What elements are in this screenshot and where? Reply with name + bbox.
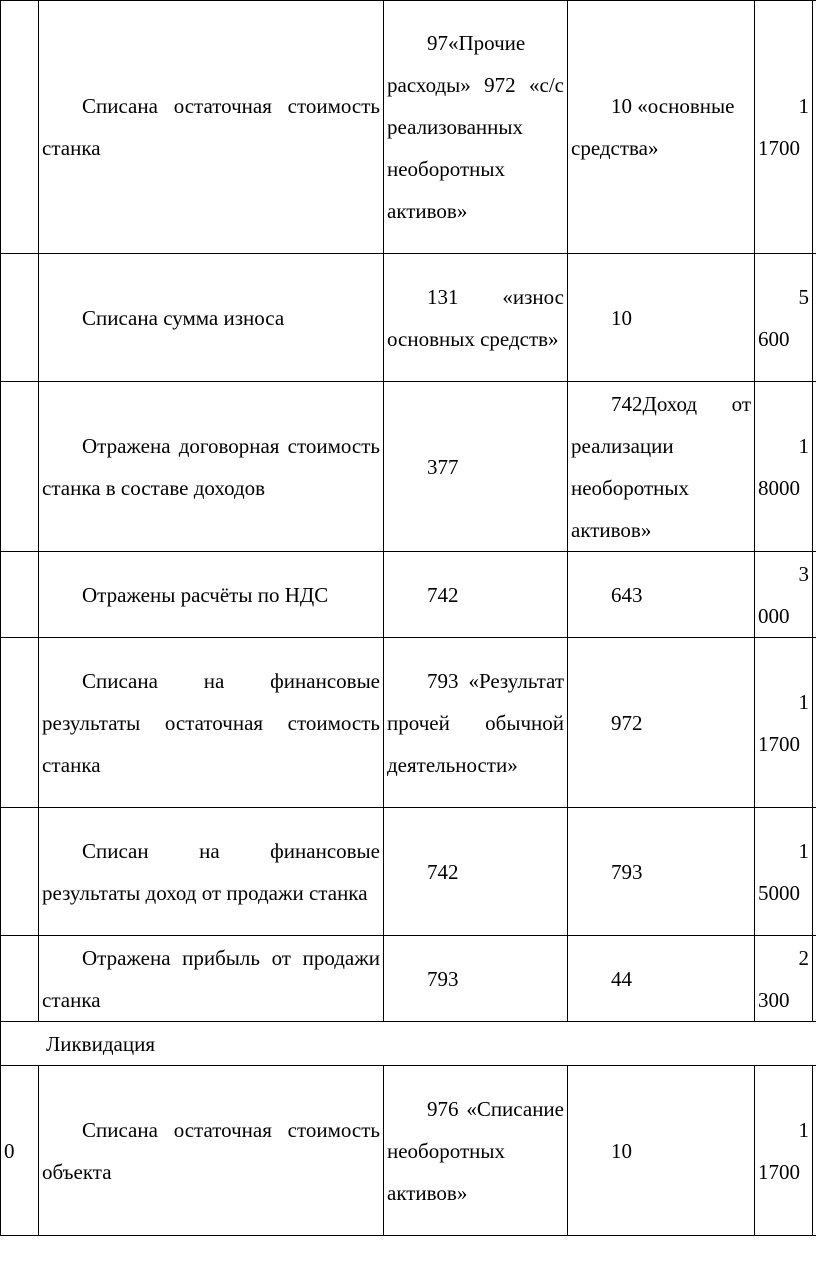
row-number	[1, 254, 39, 382]
operation-description: Списан на финансовые результаты доход от продажи станка	[39, 808, 384, 936]
amount-top: 3	[798, 561, 809, 586]
blank-cell	[813, 1, 816, 254]
amount-top: 1	[798, 838, 809, 863]
table-row	[1, 808, 816, 936]
blank-cell	[813, 254, 816, 382]
amount-bottom: 000	[758, 603, 790, 628]
blank-cell	[813, 808, 816, 936]
amount-bottom: 8000	[758, 475, 800, 500]
row-number	[1, 552, 39, 638]
credit-account: 10	[568, 1066, 755, 1236]
amount-top: 5	[798, 284, 809, 309]
debit-account: 377	[384, 382, 568, 552]
operation-description: Списана остаточная стоимость объекта	[39, 1066, 384, 1236]
blank-cell	[813, 936, 816, 1022]
credit-account: 643	[568, 552, 755, 638]
row-number	[1, 1, 39, 254]
credit-account: 793	[568, 808, 755, 936]
operation-description: Отражены расчёты по НДС	[39, 552, 384, 638]
amount	[755, 936, 813, 1022]
table-row	[1, 382, 816, 552]
credit-account: 972	[568, 638, 755, 808]
operation-description: Списана остаточная стоимость станка	[39, 1, 384, 254]
amount-top: 1	[798, 1117, 809, 1142]
row-number	[1, 638, 39, 808]
debit-account: 131 «износ основных средств»	[384, 254, 568, 382]
amount-top: 2	[798, 945, 809, 970]
blank-cell	[813, 382, 816, 552]
table-row	[1, 1066, 816, 1236]
amount-top: 1	[798, 689, 809, 714]
amount	[755, 254, 813, 382]
amount	[755, 382, 813, 552]
debit-account: 742	[384, 552, 568, 638]
amount	[755, 552, 813, 638]
debit-account: 742	[384, 808, 568, 936]
amount	[755, 1, 813, 254]
blank-cell	[813, 552, 816, 638]
table-row	[1, 936, 816, 1022]
table-row	[1, 254, 816, 382]
credit-account: 10 «основные средства»	[568, 1, 755, 254]
row-number: 0	[1, 1066, 39, 1236]
amount-bottom: 5000	[758, 880, 800, 905]
credit-account: 44	[568, 936, 755, 1022]
row-number	[1, 382, 39, 552]
credit-account: 10	[568, 254, 755, 382]
row-number	[1, 936, 39, 1022]
blank-cell	[813, 1066, 816, 1236]
credit-account: 742Доход от реализации необоротных активов»	[568, 382, 755, 552]
debit-account: 976 «Списание необоротных активов»	[384, 1066, 568, 1236]
row-number	[1, 808, 39, 936]
operation-description: Отражена договорная стоимость станка в составе доходов	[39, 382, 384, 552]
section-title: Ликвидация	[1, 1022, 816, 1066]
amount-bottom: 300	[758, 987, 790, 1012]
debit-account: 793	[384, 936, 568, 1022]
section-row	[1, 1022, 816, 1066]
blank-cell	[813, 638, 816, 808]
operation-description: Списана сумма износа	[39, 254, 384, 382]
debit-account: 97«Прочие расходы» 972 «с/с реализованных необоротных активов»	[384, 1, 568, 254]
amount-bottom: 600	[758, 326, 790, 351]
table-row	[1, 1, 816, 254]
operation-description: Отражена прибыль от продажи станка	[39, 936, 384, 1022]
amount	[755, 1066, 813, 1236]
amount-bottom: 1700	[758, 136, 800, 160]
debit-account: 793 «Результат прочей обычной деятельности»	[384, 638, 568, 808]
operation-description: Списана на финансовые результаты остаточная стоимость станка	[39, 638, 384, 808]
amount-bottom: 1700	[758, 731, 800, 756]
table-row	[1, 638, 816, 808]
amount-top: 1	[798, 433, 809, 458]
table-row	[1, 552, 816, 638]
amount	[755, 808, 813, 936]
amount-bottom: 1700	[758, 1159, 800, 1184]
amount	[755, 638, 813, 808]
amount-top: 1	[798, 94, 809, 118]
